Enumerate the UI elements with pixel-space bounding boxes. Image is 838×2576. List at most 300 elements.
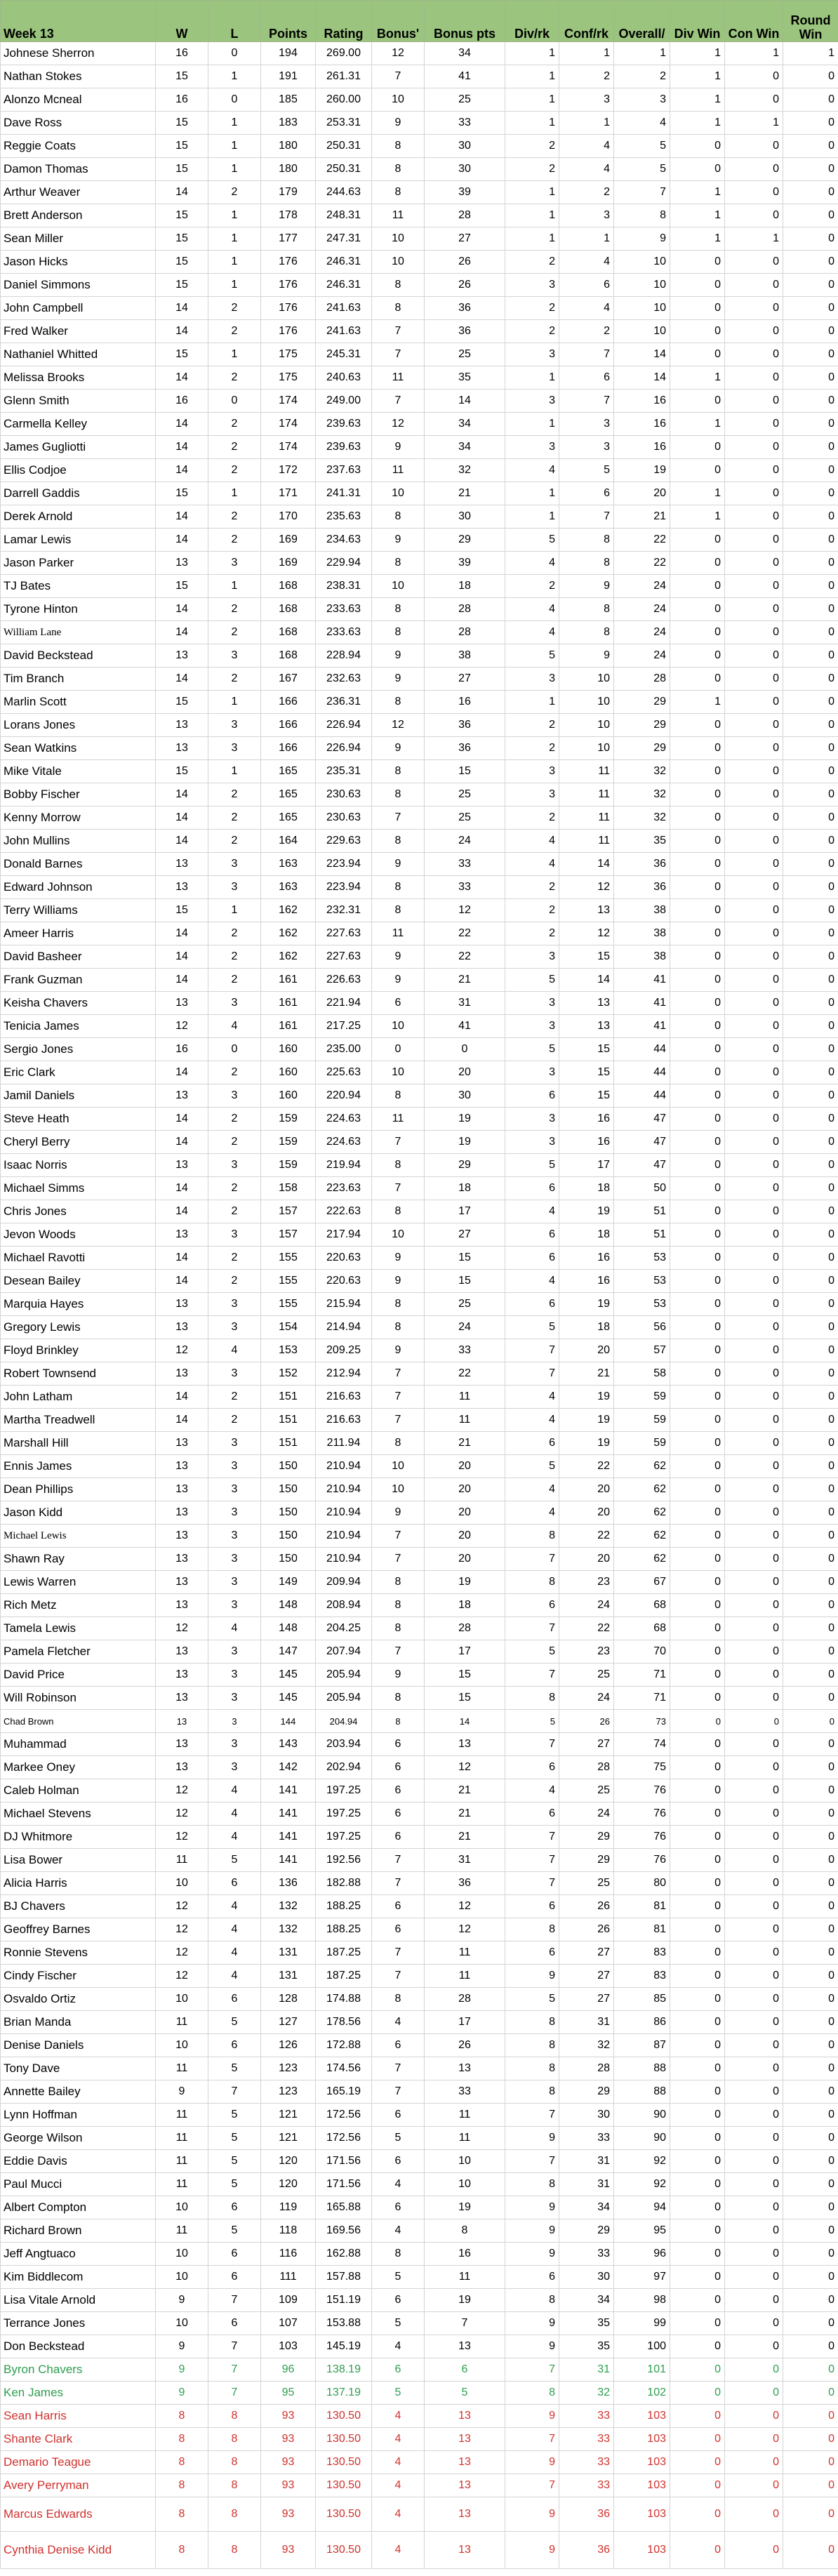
bonus-pts-cell[interactable]: 18 [425, 1594, 505, 1617]
points-cell[interactable]: 178 [261, 204, 316, 227]
bonus-cell[interactable]: 4 [372, 2451, 425, 2474]
overall-rank-cell[interactable]: 76 [614, 1802, 670, 1826]
div-win-cell[interactable]: 0 [670, 1432, 725, 1455]
bonus-pts-cell[interactable]: 13 [425, 2497, 505, 2532]
bonus-pts-cell[interactable]: 25 [425, 343, 505, 366]
rating-cell[interactable]: 261.31 [316, 65, 372, 88]
div-win-cell[interactable]: 0 [670, 1038, 725, 1061]
div-rank-cell[interactable]: 4 [505, 1478, 559, 1501]
points-cell[interactable]: 95 [261, 2382, 316, 2405]
losses-cell[interactable]: 1 [208, 343, 261, 366]
conf-rank-cell[interactable]: 35 [559, 2335, 614, 2358]
round-win-cell[interactable]: 0 [783, 1687, 838, 1710]
div-rank-cell[interactable]: 3 [505, 1131, 559, 1154]
overall-rank-cell[interactable]: 19 [614, 459, 670, 482]
con-win-cell[interactable]: 0 [725, 992, 783, 1015]
bonus-pts-cell[interactable]: 33 [425, 876, 505, 899]
wins-cell[interactable]: 15 [156, 482, 208, 505]
losses-cell[interactable]: 2 [208, 529, 261, 552]
overall-rank-cell[interactable]: 59 [614, 1386, 670, 1409]
conf-rank-cell[interactable]: 20 [559, 1478, 614, 1501]
div-win-cell[interactable]: 0 [670, 969, 725, 992]
bonus-cell[interactable]: 8 [372, 1571, 425, 1594]
div-win-cell[interactable]: 0 [670, 2312, 725, 2335]
round-win-cell[interactable]: 0 [783, 644, 838, 668]
round-win-cell[interactable]: 0 [783, 1316, 838, 1339]
rating-cell[interactable]: 210.94 [316, 1455, 372, 1478]
div-rank-cell[interactable]: 6 [505, 1941, 559, 1965]
con-win-cell[interactable]: 0 [725, 1733, 783, 1756]
rating-cell[interactable]: 171.56 [316, 2173, 372, 2196]
losses-cell[interactable]: 2 [208, 1177, 261, 1200]
conf-rank-cell[interactable]: 33 [559, 2474, 614, 2497]
losses-cell[interactable]: 8 [208, 2405, 261, 2428]
points-cell[interactable]: 168 [261, 575, 316, 598]
div-rank-cell[interactable]: 4 [505, 1200, 559, 1223]
bonus-pts-cell[interactable]: 26 [425, 2034, 505, 2057]
div-rank-cell[interactable]: 7 [505, 2428, 559, 2451]
div-rank-cell[interactable]: 7 [505, 1362, 559, 1386]
rating-cell[interactable]: 187.25 [316, 1965, 372, 1988]
overall-rank-cell[interactable]: 7 [614, 181, 670, 204]
overall-rank-cell[interactable]: 28 [614, 668, 670, 691]
rating-cell[interactable]: 174.88 [316, 1988, 372, 2011]
points-cell[interactable]: 93 [261, 2451, 316, 2474]
losses-cell[interactable]: 8 [208, 2497, 261, 2532]
conf-rank-cell[interactable]: 20 [559, 1501, 614, 1525]
bonus-cell[interactable]: 9 [372, 644, 425, 668]
wins-cell[interactable]: 14 [156, 436, 208, 459]
losses-cell[interactable]: 2 [208, 297, 261, 320]
bonus-pts-cell[interactable]: 39 [425, 181, 505, 204]
losses-cell[interactable]: 5 [208, 2057, 261, 2080]
conf-rank-cell[interactable]: 8 [559, 598, 614, 621]
rating-cell[interactable]: 182.88 [316, 1872, 372, 1895]
losses-cell[interactable]: 3 [208, 1432, 261, 1455]
div-rank-cell[interactable]: 1 [505, 691, 559, 714]
points-cell[interactable]: 180 [261, 158, 316, 181]
bonus-pts-cell[interactable]: 11 [425, 1965, 505, 1988]
losses-cell[interactable]: 3 [208, 1687, 261, 1710]
overall-rank-cell[interactable]: 36 [614, 876, 670, 899]
con-win-cell[interactable]: 0 [725, 1293, 783, 1316]
bonus-cell[interactable]: 8 [372, 1293, 425, 1316]
conf-rank-cell[interactable]: 33 [559, 2243, 614, 2266]
round-win-cell[interactable]: 0 [783, 1965, 838, 1988]
round-win-cell[interactable]: 0 [783, 783, 838, 806]
wins-cell[interactable]: 13 [156, 1710, 208, 1733]
div-win-cell[interactable]: 0 [670, 459, 725, 482]
player-name-cell[interactable]: Ameer Harris [1, 922, 156, 945]
points-cell[interactable]: 176 [261, 320, 316, 343]
conf-rank-cell[interactable]: 21 [559, 1362, 614, 1386]
rating-cell[interactable]: 246.31 [316, 274, 372, 297]
player-name-cell[interactable]: Don Beckstead [1, 2335, 156, 2358]
bonus-cell[interactable]: 4 [372, 2474, 425, 2497]
points-cell[interactable]: 93 [261, 2474, 316, 2497]
con-win-cell[interactable]: 0 [725, 1015, 783, 1038]
conf-rank-cell[interactable]: 25 [559, 1872, 614, 1895]
rating-cell[interactable]: 216.63 [316, 1409, 372, 1432]
bonus-pts-cell[interactable]: 16 [425, 691, 505, 714]
player-name-cell[interactable]: Nathaniel Whitted [1, 343, 156, 366]
bonus-cell[interactable]: 7 [372, 1131, 425, 1154]
bonus-pts-cell[interactable]: 27 [425, 668, 505, 691]
overall-rank-cell[interactable]: 3 [614, 88, 670, 112]
losses-cell[interactable]: 3 [208, 1293, 261, 1316]
bonus-pts-cell[interactable]: 33 [425, 2080, 505, 2104]
bonus-cell[interactable]: 7 [372, 1548, 425, 1571]
bonus-pts-cell[interactable]: 15 [425, 1247, 505, 1270]
rating-cell[interactable]: 197.25 [316, 1779, 372, 1802]
con-win-cell[interactable]: 0 [725, 2034, 783, 2057]
losses-cell[interactable]: 2 [208, 830, 261, 853]
overall-rank-cell[interactable]: 67 [614, 1571, 670, 1594]
points-cell[interactable]: 154 [261, 1316, 316, 1339]
conf-rank-cell[interactable]: 19 [559, 1409, 614, 1432]
div-rank-cell[interactable]: 2 [505, 899, 559, 922]
wins-cell[interactable]: 11 [156, 2104, 208, 2127]
rating-cell[interactable]: 172.56 [316, 2104, 372, 2127]
conf-rank-cell[interactable]: 27 [559, 1733, 614, 1756]
bonus-pts-cell[interactable]: 17 [425, 2011, 505, 2034]
wins-cell[interactable]: 13 [156, 1525, 208, 1548]
points-cell[interactable]: 168 [261, 644, 316, 668]
losses-cell[interactable]: 1 [208, 760, 261, 783]
div-win-cell[interactable]: 0 [670, 529, 725, 552]
conf-rank-cell[interactable]: 8 [559, 621, 614, 644]
div-win-cell[interactable]: 1 [670, 181, 725, 204]
round-win-cell[interactable]: 0 [783, 2428, 838, 2451]
overall-rank-cell[interactable]: 24 [614, 621, 670, 644]
wins-cell[interactable]: 15 [156, 343, 208, 366]
rating-cell[interactable]: 241.31 [316, 482, 372, 505]
bonus-pts-cell[interactable]: 18 [425, 575, 505, 598]
bonus-pts-cell[interactable]: 20 [425, 1455, 505, 1478]
wins-cell[interactable]: 12 [156, 1941, 208, 1965]
rating-cell[interactable]: 130.50 [316, 2451, 372, 2474]
rating-cell[interactable]: 157.88 [316, 2266, 372, 2289]
div-rank-cell[interactable]: 8 [505, 2382, 559, 2405]
conf-rank-cell[interactable]: 9 [559, 644, 614, 668]
rating-cell[interactable]: 145.19 [316, 2335, 372, 2358]
player-name-cell[interactable]: Kim Biddlecom [1, 2266, 156, 2289]
bonus-pts-cell[interactable]: 13 [425, 2405, 505, 2428]
player-name-cell[interactable]: Steve Heath [1, 1108, 156, 1131]
rating-cell[interactable]: 219.94 [316, 1154, 372, 1177]
bonus-cell[interactable]: 5 [372, 2382, 425, 2405]
div-rank-cell[interactable]: 3 [505, 343, 559, 366]
player-name-cell[interactable]: Eric Clark [1, 1061, 156, 1084]
conf-rank-cell[interactable]: 10 [559, 714, 614, 737]
rating-cell[interactable]: 226.94 [316, 714, 372, 737]
bonus-cell[interactable]: 7 [372, 65, 425, 88]
rating-cell[interactable]: 211.94 [316, 1432, 372, 1455]
losses-cell[interactable]: 3 [208, 1571, 261, 1594]
player-name-cell[interactable]: Michael Lewis [1, 1525, 156, 1548]
round-win-cell[interactable]: 0 [783, 297, 838, 320]
points-cell[interactable]: 166 [261, 714, 316, 737]
con-win-cell[interactable]: 0 [725, 1339, 783, 1362]
wins-cell[interactable]: 14 [156, 783, 208, 806]
losses-cell[interactable]: 4 [208, 1941, 261, 1965]
conf-rank-cell[interactable]: 29 [559, 2219, 614, 2243]
overall-rank-cell[interactable]: 86 [614, 2011, 670, 2034]
div-win-cell[interactable]: 0 [670, 1015, 725, 1038]
wins-cell[interactable]: 13 [156, 1362, 208, 1386]
conf-rank-cell[interactable]: 25 [559, 1664, 614, 1687]
round-win-cell[interactable]: 0 [783, 1478, 838, 1501]
div-rank-cell[interactable]: 8 [505, 2034, 559, 2057]
losses-cell[interactable]: 1 [208, 227, 261, 251]
header-l[interactable]: L [208, 1, 261, 42]
div-win-cell[interactable]: 0 [670, 390, 725, 413]
bonus-cell[interactable]: 8 [372, 297, 425, 320]
div-rank-cell[interactable]: 4 [505, 1501, 559, 1525]
con-win-cell[interactable]: 1 [725, 112, 783, 135]
round-win-cell[interactable]: 0 [783, 1710, 838, 1733]
round-win-cell[interactable]: 0 [783, 1895, 838, 1918]
rating-cell[interactable]: 260.00 [316, 88, 372, 112]
conf-rank-cell[interactable]: 35 [559, 2312, 614, 2335]
points-cell[interactable]: 165 [261, 760, 316, 783]
losses-cell[interactable]: 3 [208, 1223, 261, 1247]
bonus-pts-cell[interactable]: 21 [425, 1802, 505, 1826]
player-name-cell[interactable]: Alicia Harris [1, 1872, 156, 1895]
round-win-cell[interactable]: 0 [783, 135, 838, 158]
overall-rank-cell[interactable]: 58 [614, 1362, 670, 1386]
player-name-cell[interactable]: Avery Perryman [1, 2474, 156, 2497]
bonus-cell[interactable]: 7 [372, 1177, 425, 1200]
con-win-cell[interactable]: 0 [725, 1223, 783, 1247]
overall-rank-cell[interactable]: 14 [614, 343, 670, 366]
div-win-cell[interactable]: 0 [670, 274, 725, 297]
points-cell[interactable]: 123 [261, 2080, 316, 2104]
rating-cell[interactable]: 197.25 [316, 1802, 372, 1826]
con-win-cell[interactable]: 0 [725, 2474, 783, 2497]
con-win-cell[interactable]: 0 [725, 1409, 783, 1432]
div-win-cell[interactable]: 1 [670, 204, 725, 227]
conf-rank-cell[interactable]: 18 [559, 1177, 614, 1200]
con-win-cell[interactable]: 0 [725, 1316, 783, 1339]
div-win-cell[interactable]: 0 [670, 1362, 725, 1386]
div-rank-cell[interactable]: 3 [505, 436, 559, 459]
player-name-cell[interactable]: Paul Mucci [1, 2173, 156, 2196]
div-win-cell[interactable]: 1 [670, 65, 725, 88]
overall-rank-cell[interactable]: 75 [614, 1756, 670, 1779]
bonus-cell[interactable]: 7 [372, 1640, 425, 1664]
wins-cell[interactable]: 13 [156, 1571, 208, 1594]
losses-cell[interactable]: 4 [208, 1617, 261, 1640]
con-win-cell[interactable]: 0 [725, 2335, 783, 2358]
rating-cell[interactable]: 235.63 [316, 505, 372, 529]
player-name-cell[interactable]: Richard Brown [1, 2219, 156, 2243]
overall-rank-cell[interactable]: 47 [614, 1131, 670, 1154]
div-rank-cell[interactable]: 8 [505, 2080, 559, 2104]
losses-cell[interactable]: 2 [208, 945, 261, 969]
div-win-cell[interactable]: 0 [670, 783, 725, 806]
player-name-cell[interactable]: Kenny Morrow [1, 806, 156, 830]
header-div-win[interactable]: Div Win [670, 1, 725, 42]
con-win-cell[interactable]: 0 [725, 1571, 783, 1594]
div-win-cell[interactable]: 0 [670, 1386, 725, 1409]
losses-cell[interactable]: 2 [208, 1131, 261, 1154]
bonus-pts-cell[interactable]: 22 [425, 1362, 505, 1386]
bonus-pts-cell[interactable]: 41 [425, 65, 505, 88]
losses-cell[interactable]: 5 [208, 2127, 261, 2150]
bonus-cell[interactable]: 10 [372, 227, 425, 251]
wins-cell[interactable]: 10 [156, 2243, 208, 2266]
player-name-cell[interactable]: Marshall Hill [1, 1432, 156, 1455]
player-name-cell[interactable]: Byron Chavers [1, 2358, 156, 2382]
round-win-cell[interactable]: 0 [783, 65, 838, 88]
div-rank-cell[interactable]: 2 [505, 251, 559, 274]
losses-cell[interactable]: 1 [208, 482, 261, 505]
round-win-cell[interactable]: 0 [783, 227, 838, 251]
con-win-cell[interactable]: 1 [725, 227, 783, 251]
conf-rank-cell[interactable]: 33 [559, 2428, 614, 2451]
conf-rank-cell[interactable]: 23 [559, 1571, 614, 1594]
overall-rank-cell[interactable]: 24 [614, 644, 670, 668]
rating-cell[interactable]: 165.19 [316, 2080, 372, 2104]
losses-cell[interactable]: 5 [208, 2104, 261, 2127]
rating-cell[interactable]: 172.88 [316, 2034, 372, 2057]
overall-rank-cell[interactable]: 10 [614, 251, 670, 274]
rating-cell[interactable]: 202.94 [316, 1756, 372, 1779]
points-cell[interactable]: 174 [261, 390, 316, 413]
conf-rank-cell[interactable]: 15 [559, 1061, 614, 1084]
conf-rank-cell[interactable]: 10 [559, 737, 614, 760]
bonus-cell[interactable]: 11 [372, 204, 425, 227]
player-name-cell[interactable]: Donald Barnes [1, 853, 156, 876]
round-win-cell[interactable]: 0 [783, 1108, 838, 1131]
points-cell[interactable]: 179 [261, 181, 316, 204]
div-rank-cell[interactable]: 7 [505, 2150, 559, 2173]
overall-rank-cell[interactable]: 80 [614, 1872, 670, 1895]
overall-rank-cell[interactable]: 99 [614, 2312, 670, 2335]
bonus-pts-cell[interactable]: 12 [425, 1895, 505, 1918]
losses-cell[interactable]: 2 [208, 783, 261, 806]
con-win-cell[interactable]: 0 [725, 343, 783, 366]
points-cell[interactable]: 136 [261, 1872, 316, 1895]
conf-rank-cell[interactable]: 33 [559, 2127, 614, 2150]
bonus-cell[interactable]: 4 [372, 2497, 425, 2532]
conf-rank-cell[interactable]: 7 [559, 505, 614, 529]
round-win-cell[interactable]: 0 [783, 2266, 838, 2289]
conf-rank-cell[interactable]: 11 [559, 806, 614, 830]
conf-rank-cell[interactable]: 19 [559, 1200, 614, 1223]
con-win-cell[interactable]: 0 [725, 1640, 783, 1664]
bonus-cell[interactable]: 8 [372, 1988, 425, 2011]
round-win-cell[interactable]: 0 [783, 575, 838, 598]
con-win-cell[interactable]: 0 [725, 1131, 783, 1154]
conf-rank-cell[interactable]: 22 [559, 1617, 614, 1640]
con-win-cell[interactable]: 0 [725, 274, 783, 297]
bonus-cell[interactable]: 9 [372, 737, 425, 760]
conf-rank-cell[interactable]: 22 [559, 1455, 614, 1478]
player-name-cell[interactable]: Nathan Stokes [1, 65, 156, 88]
round-win-cell[interactable]: 0 [783, 181, 838, 204]
points-cell[interactable]: 120 [261, 2150, 316, 2173]
div-rank-cell[interactable]: 5 [505, 1316, 559, 1339]
overall-rank-cell[interactable]: 32 [614, 760, 670, 783]
con-win-cell[interactable]: 0 [725, 2104, 783, 2127]
bonus-cell[interactable]: 8 [372, 1710, 425, 1733]
wins-cell[interactable]: 16 [156, 1038, 208, 1061]
overall-rank-cell[interactable]: 38 [614, 945, 670, 969]
div-win-cell[interactable]: 0 [670, 251, 725, 274]
div-rank-cell[interactable]: 8 [505, 1687, 559, 1710]
losses-cell[interactable]: 3 [208, 1455, 261, 1478]
con-win-cell[interactable]: 0 [725, 158, 783, 181]
div-rank-cell[interactable]: 5 [505, 1988, 559, 2011]
player-name-cell[interactable]: Floyd Brinkley [1, 1339, 156, 1362]
con-win-cell[interactable]: 0 [725, 2497, 783, 2532]
wins-cell[interactable]: 13 [156, 552, 208, 575]
overall-rank-cell[interactable]: 51 [614, 1223, 670, 1247]
round-win-cell[interactable]: 0 [783, 482, 838, 505]
points-cell[interactable]: 174 [261, 436, 316, 459]
losses-cell[interactable]: 4 [208, 1895, 261, 1918]
player-name-cell[interactable]: Daniel Simmons [1, 274, 156, 297]
points-cell[interactable]: 141 [261, 1826, 316, 1849]
losses-cell[interactable]: 2 [208, 1247, 261, 1270]
points-cell[interactable]: 131 [261, 1941, 316, 1965]
player-name-cell[interactable]: Pamela Fletcher [1, 1640, 156, 1664]
conf-rank-cell[interactable]: 34 [559, 2289, 614, 2312]
round-win-cell[interactable]: 0 [783, 2173, 838, 2196]
losses-cell[interactable]: 7 [208, 2080, 261, 2104]
div-win-cell[interactable]: 0 [670, 1826, 725, 1849]
player-name-cell[interactable]: Gregory Lewis [1, 1316, 156, 1339]
overall-rank-cell[interactable]: 41 [614, 969, 670, 992]
conf-rank-cell[interactable]: 4 [559, 251, 614, 274]
rating-cell[interactable]: 241.63 [316, 297, 372, 320]
round-win-cell[interactable]: 0 [783, 1756, 838, 1779]
points-cell[interactable]: 171 [261, 482, 316, 505]
player-name-cell[interactable]: Caleb Holman [1, 1779, 156, 1802]
round-win-cell[interactable]: 0 [783, 1200, 838, 1223]
bonus-cell[interactable]: 0 [372, 1038, 425, 1061]
round-win-cell[interactable]: 0 [783, 1455, 838, 1478]
player-name-cell[interactable]: Tyrone Hinton [1, 598, 156, 621]
con-win-cell[interactable]: 0 [725, 969, 783, 992]
con-win-cell[interactable]: 0 [725, 204, 783, 227]
wins-cell[interactable]: 13 [156, 1733, 208, 1756]
round-win-cell[interactable]: 0 [783, 899, 838, 922]
div-rank-cell[interactable]: 7 [505, 1733, 559, 1756]
wins-cell[interactable]: 12 [156, 1339, 208, 1362]
div-win-cell[interactable]: 0 [670, 1872, 725, 1895]
div-win-cell[interactable]: 0 [670, 1779, 725, 1802]
losses-cell[interactable]: 2 [208, 320, 261, 343]
round-win-cell[interactable]: 0 [783, 1941, 838, 1965]
bonus-pts-cell[interactable]: 13 [425, 2335, 505, 2358]
overall-rank-cell[interactable]: 76 [614, 1849, 670, 1872]
losses-cell[interactable]: 3 [208, 737, 261, 760]
points-cell[interactable]: 169 [261, 552, 316, 575]
overall-rank-cell[interactable]: 35 [614, 830, 670, 853]
div-win-cell[interactable]: 0 [670, 552, 725, 575]
overall-rank-cell[interactable]: 87 [614, 2034, 670, 2057]
conf-rank-cell[interactable]: 6 [559, 482, 614, 505]
wins-cell[interactable]: 9 [156, 2358, 208, 2382]
round-win-cell[interactable]: 0 [783, 112, 838, 135]
header-week[interactable]: Week 13 [1, 1, 156, 42]
bonus-cell[interactable]: 6 [372, 2196, 425, 2219]
div-win-cell[interactable]: 0 [670, 1895, 725, 1918]
player-name-cell[interactable]: Edward Johnson [1, 876, 156, 899]
